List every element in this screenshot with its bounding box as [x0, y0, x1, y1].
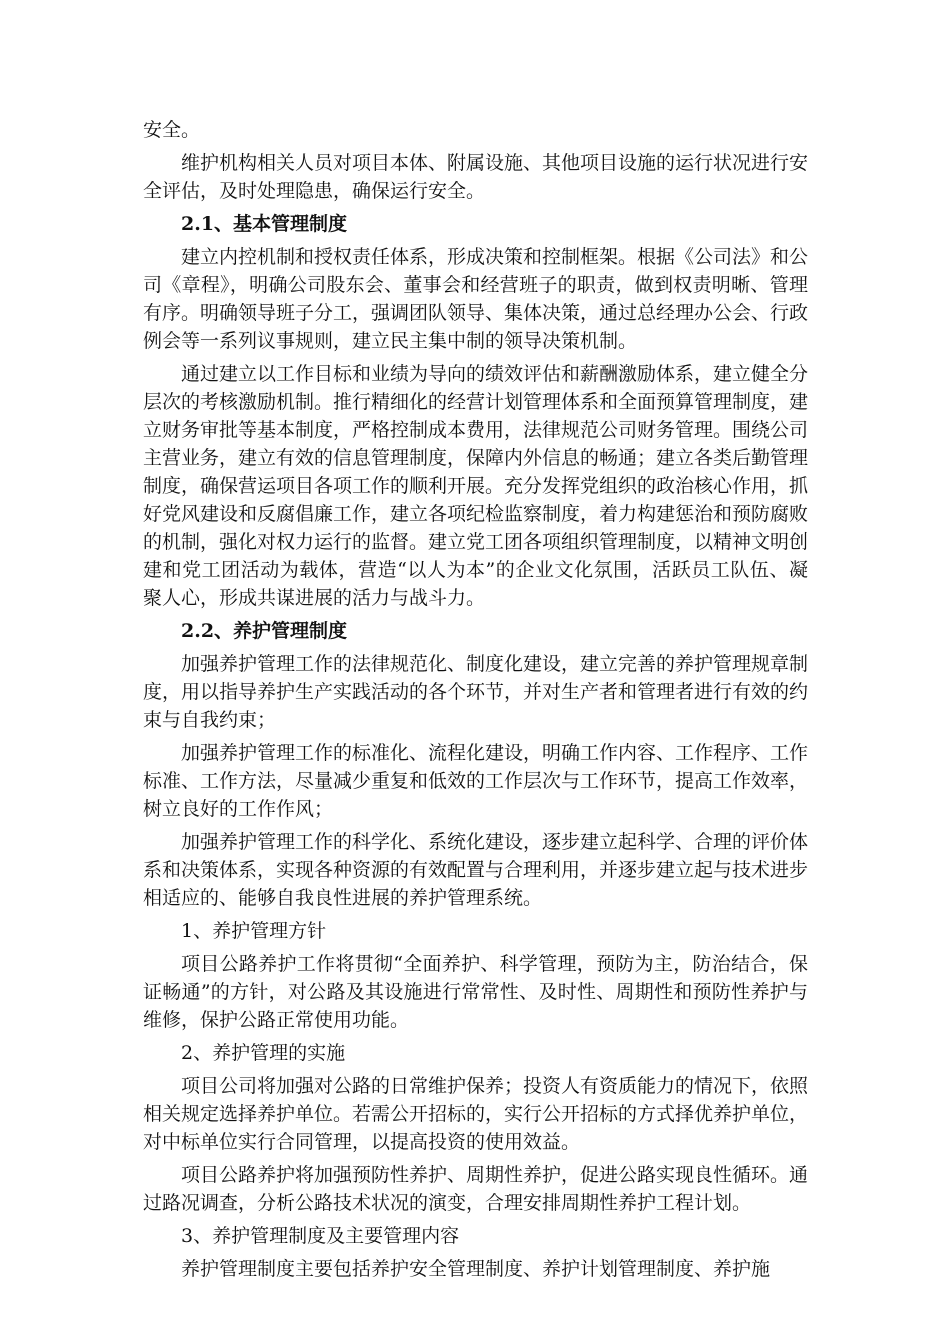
paragraph: 建立内控机制和授权责任体系，形成决策和控制框架。根据《公司法》和公司《章程》，明确公司股东会、董事会和经营班子的职责，做到权责明晰、管理有序。明确领导班子分工，强调团队领导、集体决策，通过总经理办公会、行政例会等一系列议事规则，建立民主集中制的领导决策机制。	[143, 246, 809, 352]
paragraph: 养护管理制度主要包括养护安全管理制度、养护计划管理制度、养护施	[181, 1258, 771, 1280]
paragraph: 项目公司将加强对公路的日常维护保养；投资人有资质能力的情况下，依照相关规定选择养护单位。若需公开招标的，实行公开招标的方式择优养护单位，对中标单位实行合同管理，以提高投资的使用效益。	[143, 1075, 809, 1153]
section-heading: 2.1、基本管理制度	[181, 213, 348, 235]
subsection-heading: 2、养护管理的实施	[181, 1042, 346, 1064]
paragraph: 项目公路养护将加强预防性养护、周期性养护，促进公路实现良性循环。通过路况调查，分析公路技术状况的演变，合理安排周期性养护工程计划。	[143, 1164, 809, 1214]
section-heading: 2.2、养护管理制度	[181, 620, 348, 642]
paragraph: 安全。	[143, 119, 201, 141]
document-body	[143, 116, 808, 1288]
paragraph: 加强养护管理工作的法律规范化、制度化建设，建立完善的养护管理规章制度，用以指导养护生产实践活动的各个环节，并对生产者和管理者进行有效的约束与自我约束；	[143, 653, 809, 731]
paragraph: 维护机构相关人员对项目本体、附属设施、其他项目设施的运行状况进行安全评估，及时处理隐患，确保运行安全。	[143, 152, 809, 202]
paragraph: 项目公路养护工作将贯彻“全面养护、科学管理，预防为主，防治结合，保证畅通”的方针，对公路及其设施进行常常性、及时性、周期性和预防性养护与维修，保护公路正常使用功能。	[143, 953, 808, 1031]
paragraph: 通过建立以工作目标和业绩为导向的绩效评估和薪酬激励体系，建立健全分层次的考核激励机制。推行精细化的经营计划管理体系和全面预算管理制度，建立财务审批等基本制度，严格控制成本费用，法律规范公司财务管理。围绕公司主营业务，建立有效的信息管理制度，保障内外信息的畅通；建立各类后勤管理制度，确保营运项目各项工作的顺利开展。充分发挥党组织的政治核心作用，抓好党风建设和反腐倡廉工作，建立各项纪检监察制度，着力构建惩治和预防腐败的机制，强化对权力运行的监督。建立党工团各项组织管理制度，以精神文明创建和党工团活动为载体，营造“以人为本”的企业文化氛围，活跃员工队伍、凝聚人心，形成共谋进展的活力与战斗力。	[143, 363, 809, 609]
paragraph: 加强养护管理工作的科学化、系统化建设，逐步建立起科学、合理的评价体系和决策体系，实现各种资源的有效配置与合理利用，并逐步建立起与技术进步相适应的、能够自我良性进展的养护管理系统。	[143, 831, 809, 909]
paragraph: 加强养护管理工作的标准化、流程化建设，明确工作内容、工作程序、工作标准、工作方法，尽量减少重复和低效的工作层次与工作环节，提高工作效率，树立良好的工作作风；	[143, 742, 809, 820]
subsection-heading: 1、养护管理方针	[181, 920, 327, 942]
subsection-heading: 3、养护管理制度及主要管理内容	[181, 1225, 460, 1247]
